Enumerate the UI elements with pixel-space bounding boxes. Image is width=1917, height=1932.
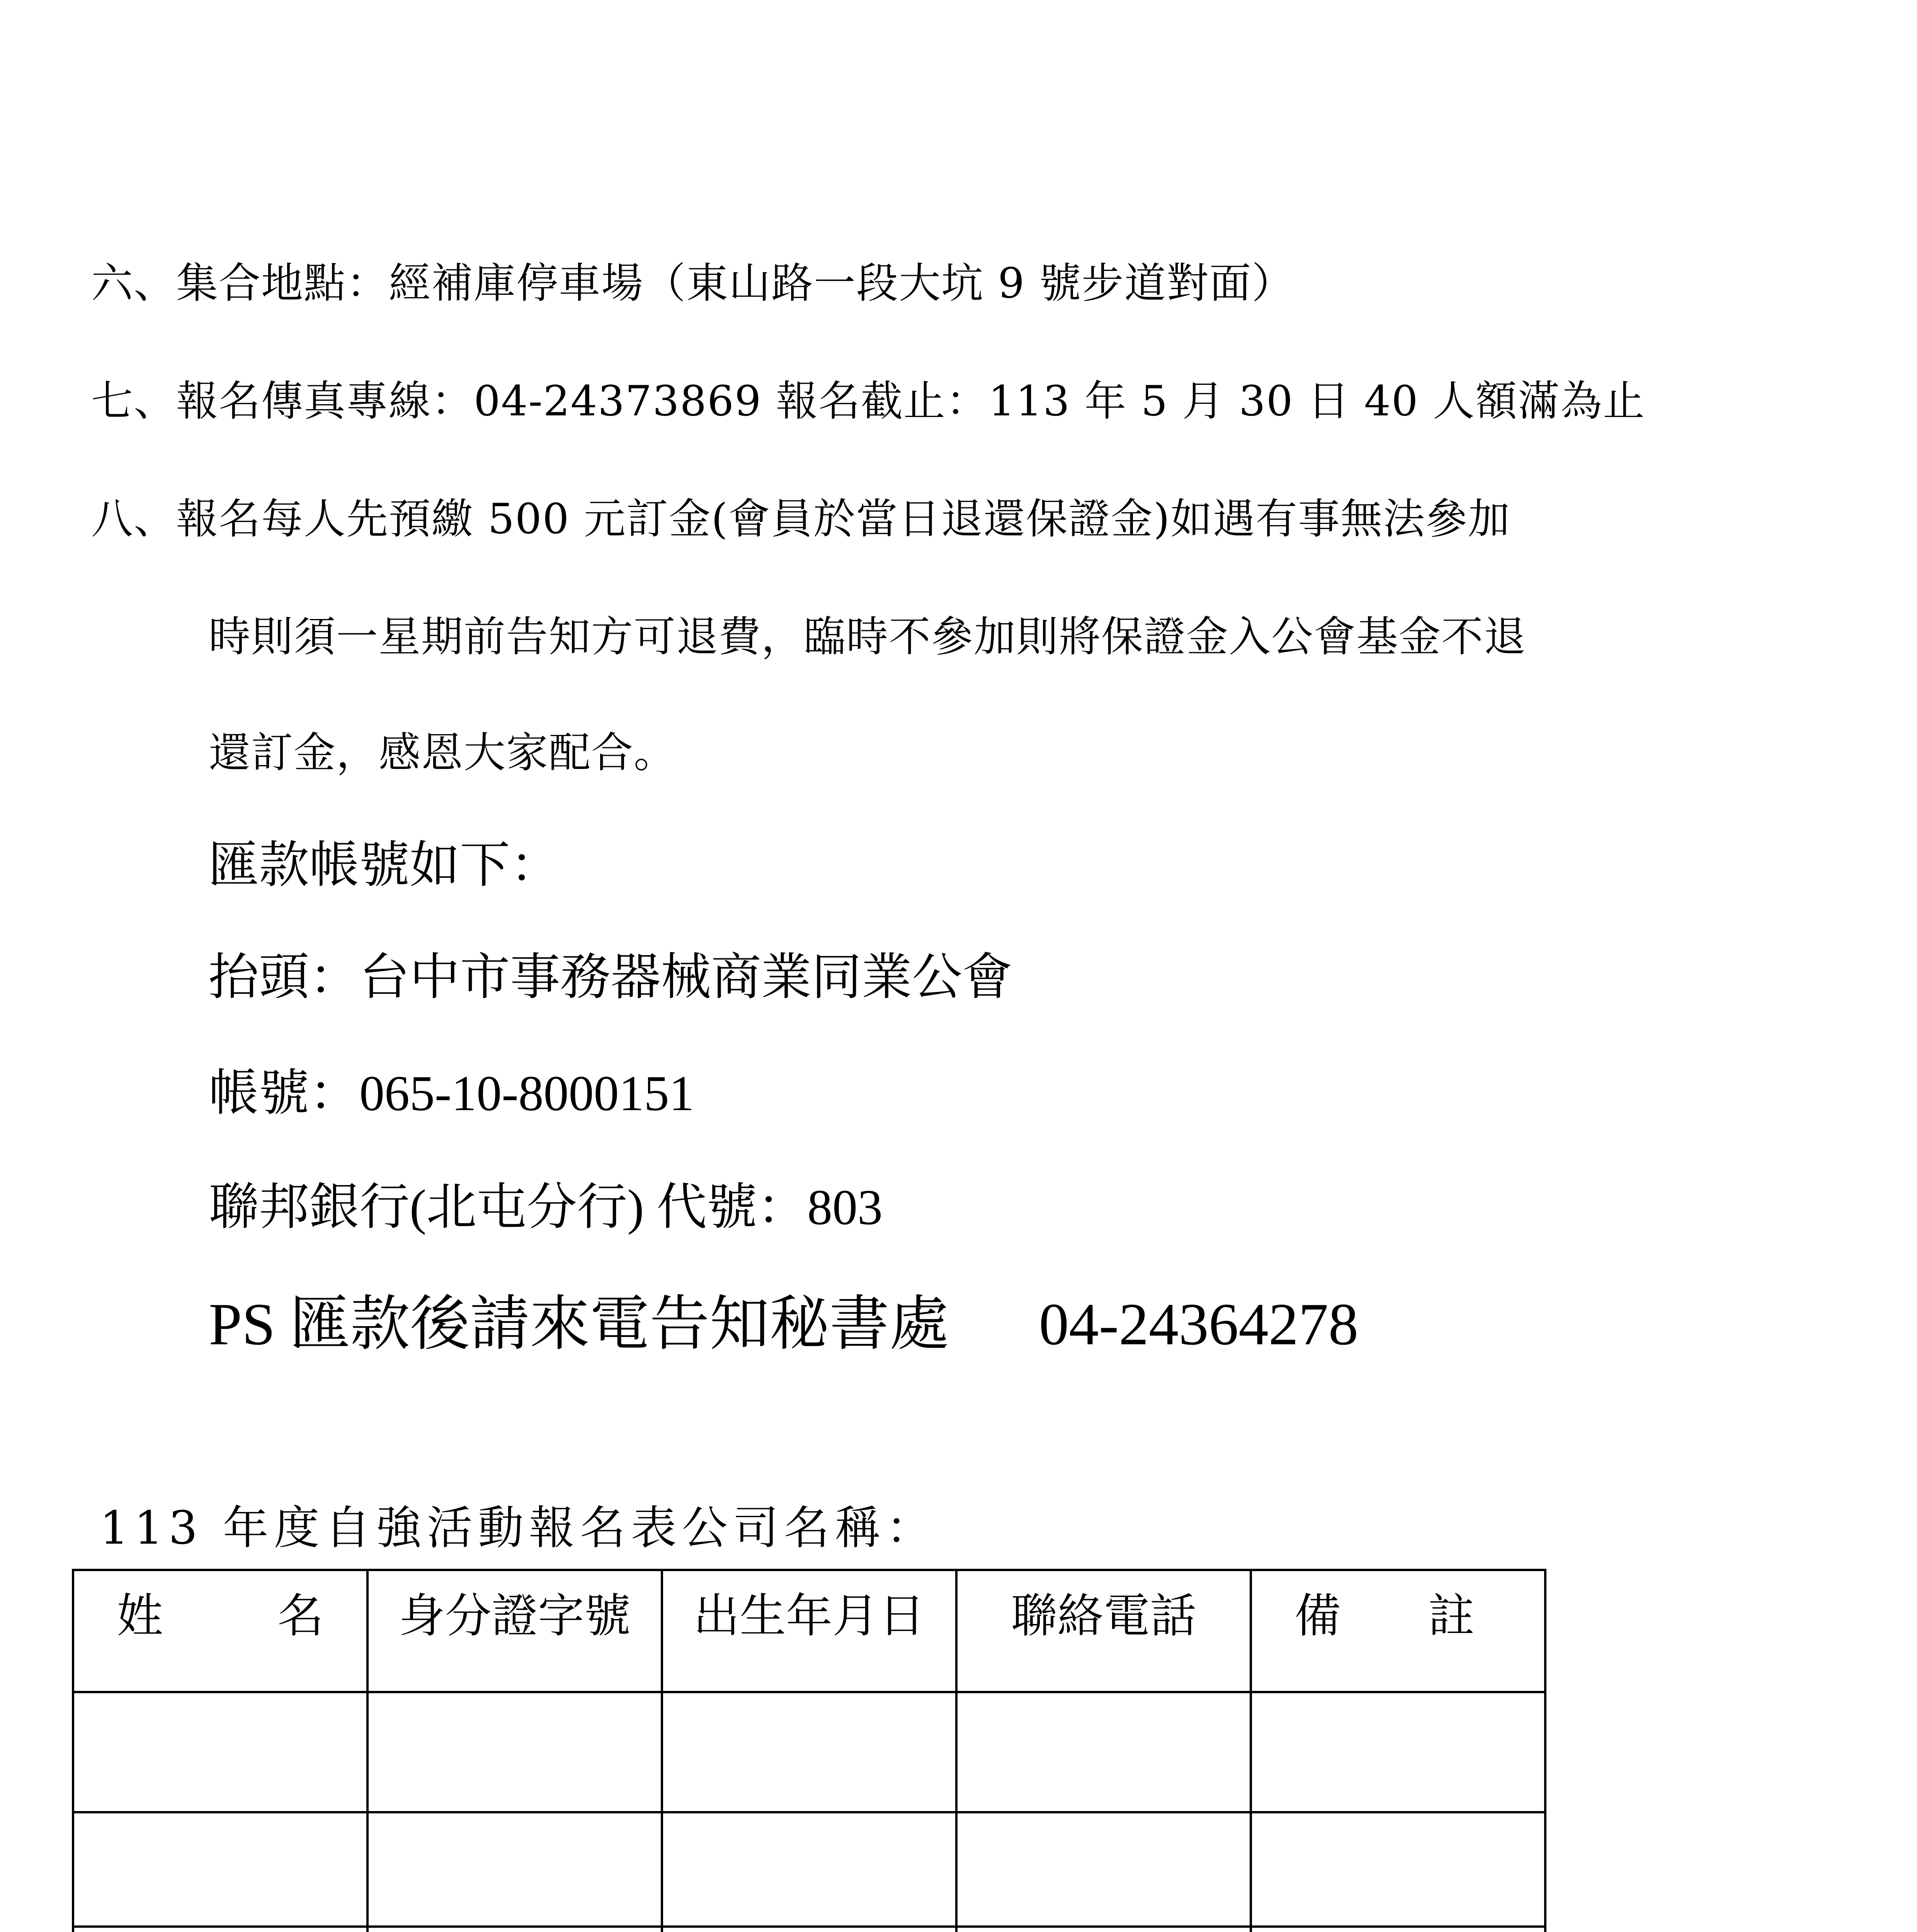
header-note-char1: 備 xyxy=(1294,1590,1341,1642)
table-header-row xyxy=(73,1570,1545,1692)
header-note xyxy=(1251,1570,1545,1692)
remittance-bank: 聯邦銀行(北屯分行) 代號：803 xyxy=(209,1180,883,1235)
cell-phone[interactable] xyxy=(956,1927,1251,1932)
header-birth-date: 出生年月日 xyxy=(662,1570,956,1692)
item-8-deposit-line3: 還訂金，感恩大家配合。 xyxy=(209,729,677,777)
header-id-number: 身分證字號 xyxy=(367,1570,662,1692)
cell-phone[interactable] xyxy=(956,1812,1251,1927)
header-name-char2: 名 xyxy=(277,1590,324,1642)
header-phone: 聯絡電話 xyxy=(956,1570,1251,1692)
header-note-char2: 註 xyxy=(1428,1590,1475,1642)
cell-note[interactable] xyxy=(1251,1812,1545,1927)
header-name xyxy=(73,1570,367,1692)
cell-birth-date[interactable] xyxy=(662,1812,956,1927)
table-row xyxy=(73,1812,1545,1927)
table-row xyxy=(73,1927,1545,1932)
item-8-deposit-line2: 時則須一星期前告知方可退費，臨時不參加則將保證金入公會基金不退 xyxy=(209,613,1527,661)
cell-birth-date[interactable] xyxy=(662,1692,956,1812)
cell-name[interactable] xyxy=(73,1692,367,1812)
header-name-char1: 姓 xyxy=(117,1590,163,1642)
table-row xyxy=(73,1692,1545,1812)
remittance-ps-note: PS 匯款後請來電告知秘書處 04-24364278 xyxy=(209,1291,1359,1357)
item-7-fax-deadline: 七、報名傳真專線：04-24373869 報名截止：113 年 5 月 30 日 40 人額滿為止 xyxy=(91,377,1645,425)
cell-note[interactable] xyxy=(1251,1927,1545,1932)
cell-id-number[interactable] xyxy=(367,1812,662,1927)
cell-id-number[interactable] xyxy=(367,1927,662,1932)
cell-birth-date[interactable] xyxy=(662,1927,956,1932)
signup-form-title: 113 年度自強活動報名表公司名稱： xyxy=(100,1501,937,1554)
cell-phone[interactable] xyxy=(956,1692,1251,1812)
cell-note[interactable] xyxy=(1251,1692,1545,1812)
remittance-payee: 抬頭：台中市事務器械商業同業公會 xyxy=(209,950,1013,1005)
cell-id-number[interactable] xyxy=(367,1692,662,1812)
item-8-deposit-line1: 八、報名每人先預繳 500 元訂金(會員於當日退還保證金)如遇有事無法參加 xyxy=(91,495,1511,543)
item-6-meeting-place: 六、集合地點：經補庫停車場（東山路一段大坑 9 號步道對面） xyxy=(91,259,1294,308)
remittance-account: 帳號：065-10-8000151 xyxy=(209,1066,694,1121)
remittance-heading: 匯款帳號如下： xyxy=(209,838,561,893)
cell-name[interactable] xyxy=(73,1812,367,1927)
signup-table xyxy=(72,1569,1546,1932)
cell-name[interactable] xyxy=(73,1927,367,1932)
